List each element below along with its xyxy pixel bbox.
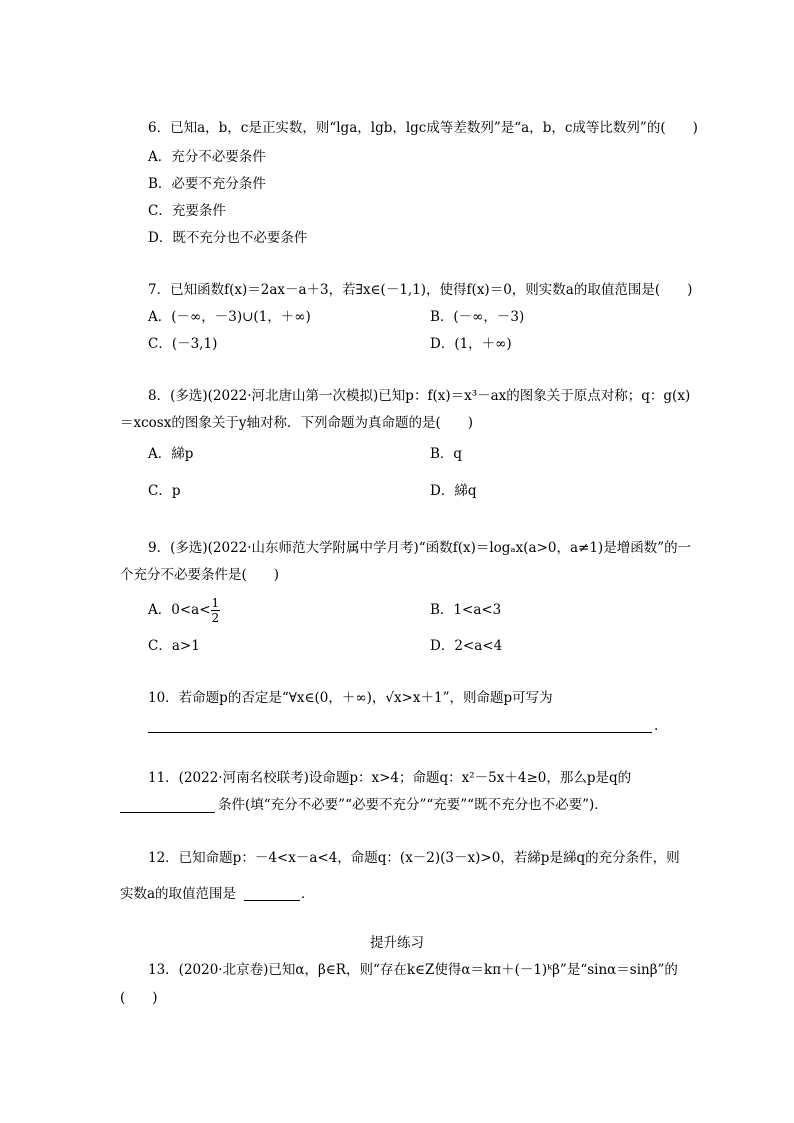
q6-option-d: D．既不充分也不必要条件: [148, 230, 308, 246]
q7-option-a: A．(－∞，－3)∪(1，＋∞): [148, 309, 311, 325]
q9-option-b: B．1<a<3: [430, 602, 502, 618]
q13-stem-line1: 13．(2020·北京卷)已知α，β∈R，则“存在k∈Z使得α＝kπ＋(－1)ᵏβ”是“sinα＝sinβ”的: [148, 962, 678, 978]
q10-stem: 10．若命题p的否定是“∀x∈(0，＋∞)，√x>x＋1”，则命题p可写为: [148, 690, 553, 706]
q8-stem-line2: ＝xcosx的图象关于y轴对称．下列命题为真命题的是( ): [120, 415, 474, 431]
q10-answer-blank: [148, 732, 652, 733]
q6-option-c: C．充要条件: [148, 203, 226, 219]
q6-option-a: A．充分不必要条件: [148, 149, 266, 165]
q11-answer-blank: [120, 812, 215, 813]
q9-option-a: [148, 595, 220, 625]
q12-answer-blank: [244, 900, 300, 901]
q12-stem-line2-suffix: ．: [301, 886, 315, 902]
q8-option-b: B．q: [430, 446, 463, 462]
q8-option-c: C．p: [148, 483, 181, 499]
q6-option-b: B．必要不充分条件: [148, 176, 266, 192]
q9-option-d: D．2<a<4: [430, 638, 503, 654]
q10-end-mark: .: [654, 718, 659, 734]
q7-option-c: C．(－3,1): [148, 336, 218, 352]
q12-stem-line1: 12．已知命题p：－4<x－a<4，命题q：(x－2)(3－x)>0，若綈p是綈q的充分条件，则: [148, 850, 680, 866]
fraction-denominator: 2: [211, 611, 220, 625]
q9-option-c: C．a>1: [148, 638, 200, 654]
q8-option-d: D．綈q: [430, 483, 477, 499]
q12-stem-line2-prefix: 实数a的取值范围是: [120, 886, 237, 902]
q9-option-a-prefix: A．0<a<: [148, 602, 211, 618]
q11-stem-line1: 11．(2022·河南名校联考)设命题p：x>4；命题q：x²－5x＋4≥0，那么p是q的: [148, 770, 632, 786]
q7-stem: 7．已知函数f(x)＝2ax－a＋3，若∃x∈(－1,1)，使得f(x)＝0，则实数a的取值范围是( ): [148, 282, 693, 298]
q6-stem: 6．已知a，b，c是正实数，则“lga，lgb，lgc成等差数列”是“a，b，c成等比数列”的( ): [148, 120, 698, 136]
q7-option-b: B．(－∞，－3): [430, 309, 525, 325]
q9-stem-line2: 个充分不必要条件是( ): [120, 567, 280, 583]
q11-stem-line2: 条件(填“充分不必要”“必要不充分”“充要”“既不充分也不必要”)．: [218, 797, 608, 813]
fraction-one-half: [211, 596, 221, 625]
q9-stem-line1: 9．(多选)(2022·山东师范大学附属中学月考)“函数f(x)＝logₐx(a>0，a≠1)是增函数”的一: [148, 540, 692, 556]
fraction-numerator: 1: [211, 596, 220, 610]
section-title: 提升练习: [370, 935, 424, 951]
q7-option-d: D．(1，＋∞): [430, 336, 512, 352]
q13-stem-line2: ( ): [120, 990, 158, 1006]
q8-stem-line1: 8．(多选)(2022·河北唐山第一次模拟)已知p：f(x)＝x³－ax的图象关于原点对称；q：g(x): [148, 388, 691, 404]
q8-option-a: A．綈p: [148, 446, 194, 462]
